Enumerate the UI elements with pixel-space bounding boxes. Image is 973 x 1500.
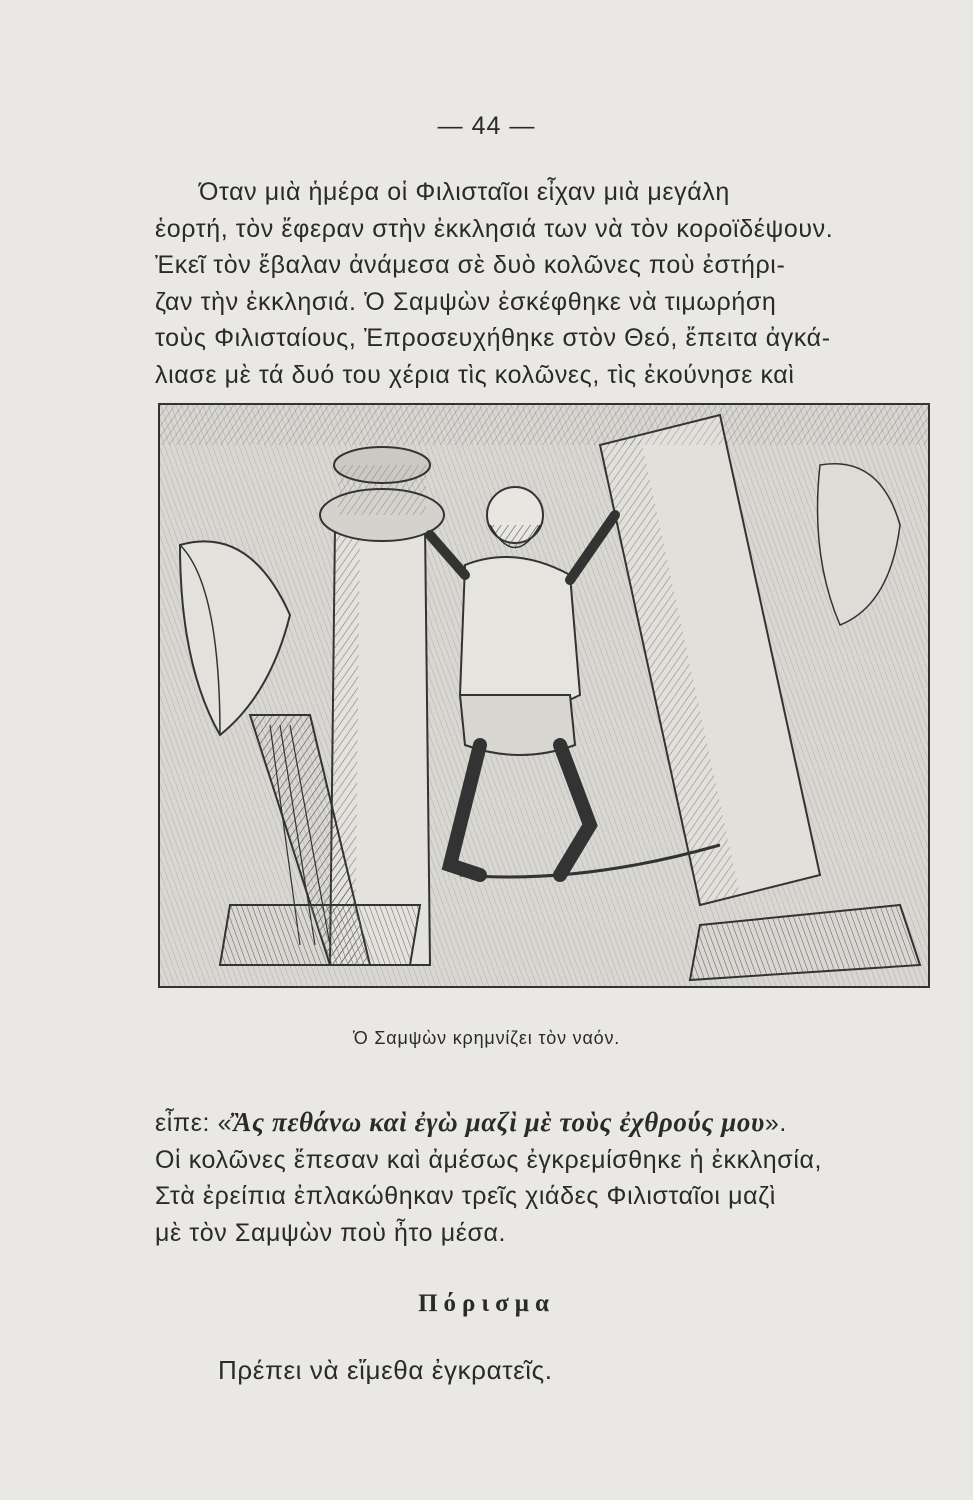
paragraph-line: μὲ τὸν Σαμψὼν ποὺ ἦτο μέσα. — [155, 1218, 507, 1247]
paragraph-line — [155, 1104, 930, 1142]
figure-caption: Ὁ Σαμψὼν κρημνίζει τὸν ναόν. — [352, 1028, 621, 1048]
paragraph-line: Όταν μιὰ ἡμέρα οἱ Φιλισταῖοι εἶχαν μιὰ μεγάλη — [199, 178, 730, 206]
paragraph-line: ἑορτή, τὸν ἔφεραν στὴν ἐκκλησιά των νὰ τὸν κοροϊδέψουν. — [155, 214, 834, 243]
engraving-drawing — [160, 405, 928, 986]
top-paragraph — [155, 174, 930, 393]
paragraph-line: Οἱ κολῶνες ἔπεσαν καὶ ἀμέσως ἐγκρεμίσθηκε ἡ ἐκκλησία, — [155, 1145, 823, 1174]
paragraph-line: Ἐκεῖ τὸν ἔβαλαν ἀνάμεσα σὲ δυὸ κολῶνες ποὺ ἐστήρι- — [155, 251, 786, 279]
paragraph-line: Στὰ ἐρείπια ἐπλακώθηκαν τρεῖς χιάδες Φιλισταῖοι μαζὶ — [155, 1182, 776, 1210]
bottom-paragraph — [155, 1104, 930, 1251]
moral-text: Πρέπει νὰ εἴμεθα ἐγκρατεῖς. — [218, 1355, 553, 1385]
samson-quote: Ἂς πεθάνω καὶ ἐγὼ μαζὶ μὲ τοὺς ἐχθρούς μου — [232, 1107, 765, 1137]
page-number: — 44 — — [437, 112, 536, 140]
paragraph-line: ζαν τὴν ἐκκλησιά. Ὁ Σαμψὼν ἐσκέφθηκε νὰ τιμωρήση — [155, 287, 777, 316]
quote-prefix: εἶπε: « — [155, 1109, 233, 1137]
paragraph-line: λιασε μὲ τά δυό του χέρια τὶς κολῶνες, τὶς ἐκούνησε καὶ — [155, 360, 795, 389]
section-heading: Πόρισμα — [418, 1290, 555, 1317]
samson-illustration — [158, 403, 930, 988]
paragraph-line: τοὺς Φιλισταίους, Ἐπροσευχήθηκε στὸν Θεό, ἔπειτα ἀγκά- — [155, 324, 831, 352]
quote-suffix: ». — [764, 1109, 787, 1137]
